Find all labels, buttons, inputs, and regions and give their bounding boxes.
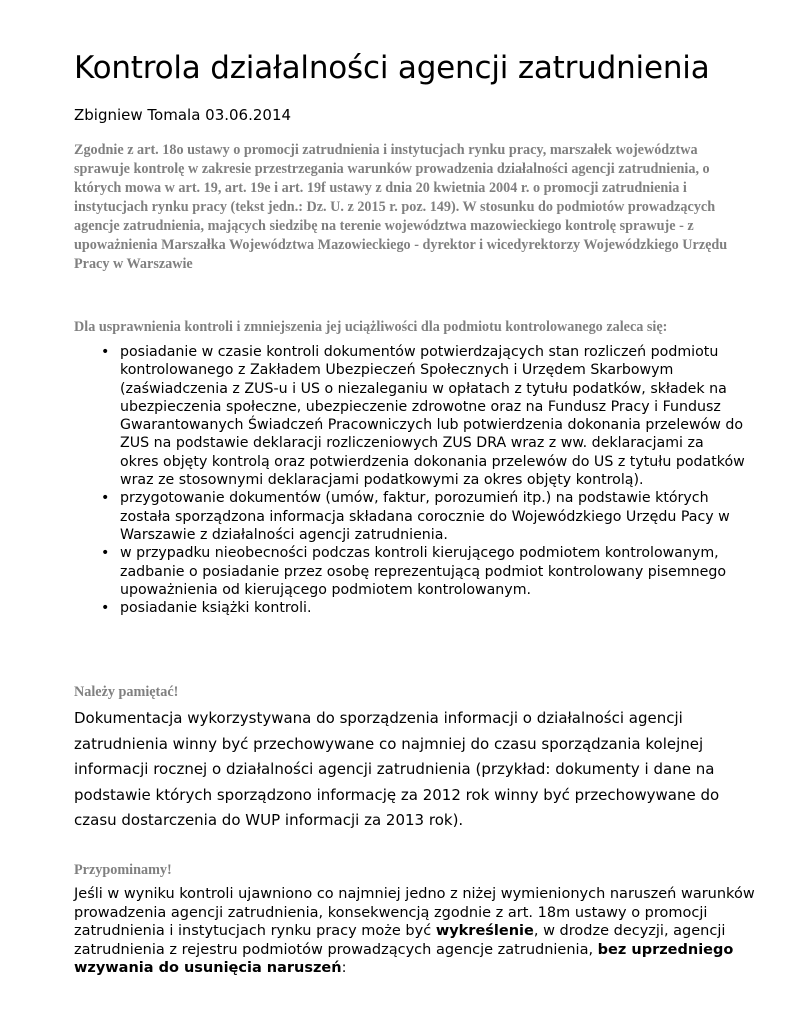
bullet-icon: • (101, 490, 110, 507)
remind-heading: Przypominamy! (74, 862, 172, 878)
remind-paragraph (74, 885, 759, 978)
remind-text-part: : (341, 960, 347, 976)
list-item (74, 544, 746, 599)
remind-text-bold: bez uprzedniego wzywania do usunięcia naruszeń (74, 941, 734, 976)
list-item-text: w przypadku nieobecności podczas kontroli kierującego podmiotem kontrolowanym, zadbanie o posiadanie przez osobę reprezentującą podmiot kontrolowany pisemnego upoważnienia od kierującego podmiotem kontrolowanym. (120, 545, 727, 598)
remind-text-part: , w drodze decyzji, agencji zatrudnienia z rejestru podmiotów prowadzących agencje zatrudnienia, (74, 923, 726, 958)
list-item-text: posiadanie w czasie kontroli dokumentów potwierdzających stan rozliczeń podmiotu kontrolowanego z Zakładem Ubezpieczeń Społecznych i Urzędem Skarbowym (zaświadczenia z ZUS-u i US o niezaleganiu w opłatach z tytułu podatków, składek na ubezpieczenia społeczne, ubezpieczenie zdrowotne oraz na Fundusz Pracy i Fundusz Gwarantowanych Świadczeń Pracowniczych lub potwierdzenia dokonania przelewów do ZUS na podstawie deklaracji rozliczeniowych ZUS DRA wraz z ww. deklaracjami za okres objęty kontrolą oraz potwierdzenia dokonania przelewów do US z tytułu podatków wraz ze stosownymi deklaracjami podatkowymi za okres objęty kontrolą). (120, 344, 745, 489)
remind-text-part: Jeśli w wyniku kontroli ujawniono co najmniej jedno z niżej wymienionych naruszeń warunków prowadzenia agencji zatrudnienia, konsekwencją zgodnie z art. 18m ustawy o promocji zatrudnienia i instytucjach rynku pracy może być (74, 886, 755, 939)
list-item-text: przygotowanie dokumentów (umów, faktur, porozumień itp.) na podstawie których została sporządzona informacja składana corocznie do Wojewódzkiego Urzędu Pacy w Warszawie z działalności agencji zatrudnienia. (120, 490, 730, 543)
author-date: Zbigniew Tomala 03.06.2014 (74, 106, 292, 124)
recommendation-heading: Dla usprawnienia kontroli i zmniejszenia jej uciążliwości dla podmiotu kontrolowanego zaleca się: (74, 319, 668, 335)
bullet-icon: • (101, 344, 110, 360)
remember-heading: Należy pamiętać! (74, 684, 179, 700)
list-item (74, 599, 746, 617)
remind-text-bold: wykreślenie (435, 923, 534, 939)
remember-paragraph: Dokumentacja wykorzystywana do sporządzenia informacji o działalności agencji zatrudnienia winny być przechowywane co najmniej do czasu sporządzania kolejnej informacji rocznej o działalności agencji zatrudnienia (przykład: dokumenty i dane na podstawie których sporządzono informację za 2012 rok winny być przechowywane do czasu dostarczenia do WUP informacji za 2013 rok). (74, 709, 720, 829)
bullet-icon: • (101, 545, 110, 562)
list-item (74, 489, 746, 544)
recommendation-list (74, 343, 746, 617)
page-title: Kontrola działalności agencji zatrudnienia (74, 50, 710, 86)
list-item-text: posiadanie książki kontroli. (120, 600, 312, 617)
list-item (74, 343, 746, 489)
intro-paragraph: Zgodnie z art. 18o ustawy o promocji zatrudnienia i instytucjach rynku pracy, marszałek województwa sprawuje kontrolę w zakresie przestrzegania warunków prowadzenia działalności agencji zatrudnienia, o których mowa w art. 19, art. 19e i art. 19f ustawy z dnia 20 kwietnia 2004 r. o promocji zatrudnienia i instytucjach rynku pracy (tekst jedn.: Dz. U. z 2015 r. poz. 149). W stosunku do podmiotów prowadzących agencje zatrudnienia, mających siedzibę na terenie województwa mazowieckiego kontrolę sprawuje - z upoważnienia Marszałka Województwa Mazowieckiego - dyrektor i wicedyrektorzy Wojewódzkiego Urzędu Pracy w Warszawie (74, 142, 728, 272)
bullet-icon: • (101, 600, 110, 617)
